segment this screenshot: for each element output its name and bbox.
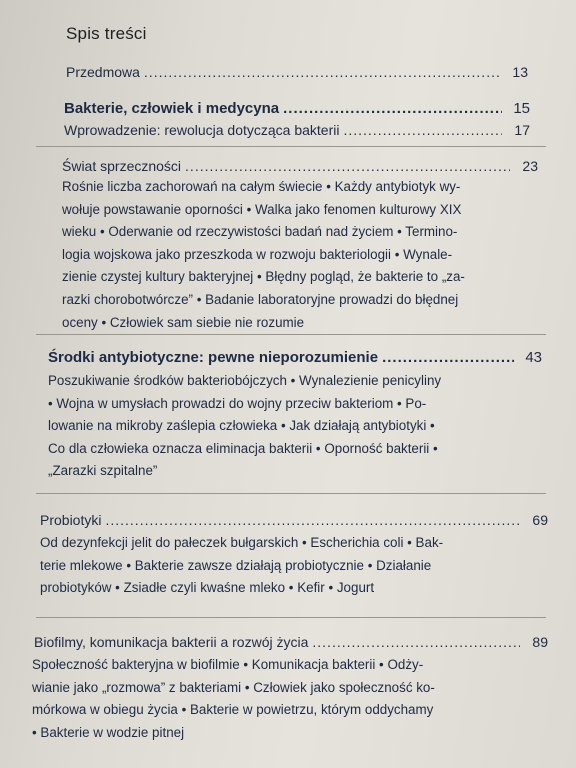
- toc-entry-srodki-antybiotyczne: [48, 349, 542, 366]
- section-divider: [36, 617, 546, 618]
- summary-line: lowanie na mikroby zaślepia człowieka • Jak działają antybiotyki •: [48, 418, 435, 434]
- summary-line: probiotyków • Zsiadłe czyli kwaśne mleko • Kefir • Jogurt: [40, 580, 375, 596]
- entry-title: Środki antybiotyczne: pewne nieporozumienie: [48, 349, 379, 366]
- entry-title: Bakterie, człowiek i medycyna: [64, 100, 280, 117]
- summary-line: mórkowa w obiegu życia • Bakterie w powietrzu, którym oddychamy: [32, 702, 434, 718]
- toc-entry-przedmowa: [66, 64, 528, 80]
- leader-dots: [105, 512, 520, 528]
- entry-page-number: 69: [532, 512, 548, 528]
- toc-title: Spis treści: [66, 24, 147, 43]
- section-divider: [36, 146, 546, 147]
- toc-entry-biofilmy: [34, 634, 548, 650]
- summary-line: zienie czystej kultury bakteryjnej • Błędny pogląd, że bakterie to „za-: [62, 269, 465, 285]
- leader-dots: [312, 634, 520, 650]
- chapter-summary: [40, 532, 443, 600]
- summary-line: • Bakterie w wodzie pitnej: [32, 724, 185, 740]
- summary-line: • Wojna w umysłach prowadzi do wojny przeciw bakteriom • Po-: [48, 395, 427, 411]
- toc-entry-part-title: [64, 100, 530, 117]
- entry-page-number: 23: [522, 158, 538, 174]
- chapter-summary: [48, 370, 441, 483]
- summary-line: Rośnie liczba zachorowań na całym świecie • Każdy antybiotyk wy-: [62, 179, 461, 194]
- leader-dots: [283, 100, 502, 117]
- summary-line: oceny • Człowiek sam siebie nie rozumie: [62, 314, 305, 330]
- summary-line: wieku • Oderwanie od rzeczywistości badań nad życiem • Termino-: [62, 224, 458, 240]
- chapter-summary: [32, 654, 435, 744]
- section-divider: [36, 334, 546, 335]
- summary-line: Od dezynfekcji jelit do pałeczek bułgarskich • Escherichia coli • Bak-: [40, 535, 444, 550]
- summary-line: terie mlekowe • Bakterie zawsze działają probiotycznie • Działanie: [40, 557, 432, 573]
- summary-line: Poszukiwanie środków bakteriobójczych • Wynalezienie penicyliny: [48, 373, 442, 388]
- summary-line: wianie jako „rozmowa” z bakteriami • Człowiek jako społeczność ko-: [32, 679, 435, 695]
- entry-title: Świat sprzeczności: [62, 158, 182, 174]
- summary-line: Co dla człowieka oznacza eliminacja bakterii • Oporność bakterii •: [48, 440, 438, 456]
- summary-line: logia wojskowa jako przeszkoda w rozwoju bakteriologii • Wynale-: [62, 246, 453, 262]
- entry-page-number: 13: [512, 64, 528, 80]
- leader-dots: [382, 349, 514, 366]
- leader-dots: [343, 122, 502, 138]
- chapter-summary: [62, 176, 465, 334]
- entry-page-number: 89: [532, 634, 548, 650]
- summary-line: „Zarazki szpitalne”: [48, 463, 158, 479]
- toc-entry-probiotyki: [40, 512, 548, 528]
- summary-line: Społeczność bakteryjna w biofilmie • Komunikacja bakterii • Odży-: [32, 657, 424, 672]
- entry-title: Wprowadzenie: rewolucja dotycząca bakterii: [64, 122, 340, 138]
- entry-title: Probiotyki: [40, 512, 102, 528]
- toc-entry-wprowadzenie: [64, 122, 530, 138]
- section-divider: [36, 493, 546, 494]
- entry-page-number: 43: [525, 349, 542, 366]
- leader-dots: [144, 64, 500, 80]
- toc-entry-swiat-sprzecznosci: [62, 158, 538, 174]
- entry-title: Przedmowa: [66, 64, 140, 80]
- summary-line: wołuje powstawanie oporności • Walka jako fenomen kulturowy XIX: [62, 201, 462, 217]
- leader-dots: [185, 158, 510, 174]
- entry-title: Biofilmy, komunikacja bakterii a rozwój życia: [34, 634, 309, 650]
- entry-page-number: 17: [514, 122, 530, 138]
- summary-line: razki chorobotwórcze” • Badanie laboratoryjne prowadzi do błędnej: [62, 291, 459, 307]
- entry-page-number: 15: [513, 100, 530, 117]
